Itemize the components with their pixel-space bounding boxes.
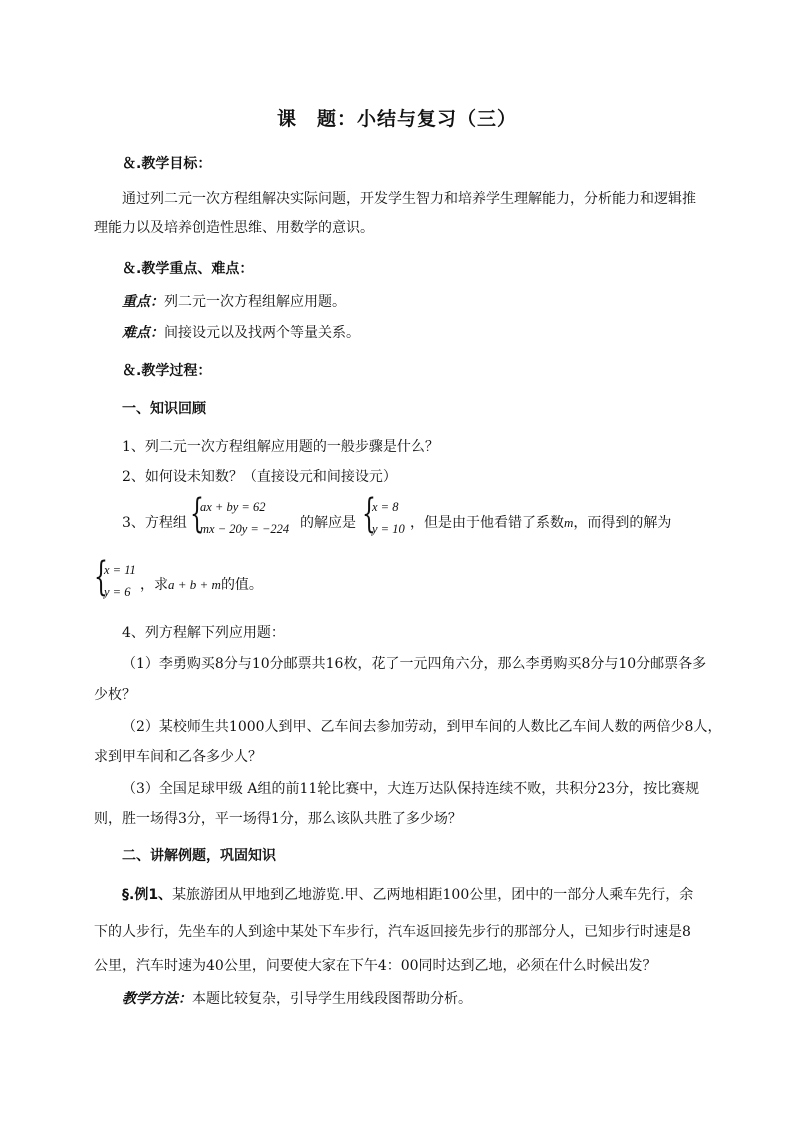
example-1-line3: 公里，汽车时速为40公里，问要使大家在下午4：00同时达到乙地，必须在什么时候出发？ <box>94 958 657 974</box>
question-3-mid: 的解应是 <box>300 515 356 531</box>
page-title: 课 题：小结与复习（三） <box>276 108 517 130</box>
example-1-line1 <box>122 884 693 904</box>
method-label: 教学方法： <box>122 991 192 1007</box>
question-4-1-line1: （1）李勇购买8分与10分邮票共16枚，花了一元四角六分，那么李勇购买8分与10分邮票各多 <box>122 656 707 672</box>
question-1: 1、列二元一次方程组解应用题的一般步骤是什么？ <box>122 439 439 455</box>
solution-x: x = 8 <box>372 500 399 514</box>
equation-1: ax + by = 62 <box>200 500 266 514</box>
difficulty-line <box>122 322 360 342</box>
key-point-line <box>122 291 346 311</box>
section-teaching-process: ＆.教学过程： <box>122 363 212 379</box>
wrong-solution-x: x = 11 <box>104 563 136 577</box>
method-text: 本题比较复杂，引导学生用线段图帮助分析。 <box>192 991 472 1007</box>
question-3-after <box>410 512 671 532</box>
teaching-method-line <box>122 988 472 1008</box>
question-4-3-line2: 则，胜一场得3分，平一场得1分，那么该队共胜了多少场？ <box>94 811 462 827</box>
question-4-3-line1: （3）全国足球甲级 A组的前11轮比赛中，大连万达队保持连续不败，共积分23分，按比赛规 <box>122 781 700 797</box>
question-4: 4、列方程解下列应用题： <box>122 625 285 641</box>
example-label: §.例1、 <box>122 887 173 903</box>
part2-heading: 二、讲解例题，巩固知识 <box>122 848 276 864</box>
key-label: 重点： <box>122 294 164 310</box>
section-key-points: ＆.教学重点、难点： <box>122 261 254 277</box>
difficulty-label: 难点： <box>122 325 164 341</box>
coefficient-m: m <box>564 515 574 530</box>
question-3-after-text: ，但是由于他看错了系数 <box>410 515 564 531</box>
question-4-2-line2: 求到甲车间和乙各多少人？ <box>94 749 262 765</box>
example-text-line1: 某旅游团从甲地到乙地游览.甲、乙两地相距100公里，团中的一部分人乘车先行，余 <box>172 887 694 903</box>
question-3-tail: ，而得到的解为 <box>573 515 672 531</box>
equation-system-1: { ax + by = 62 mx − 20y = −224 <box>190 491 290 537</box>
equation-2: mx − 20y = −224 <box>200 522 290 536</box>
question-3-ask <box>140 574 263 594</box>
difficulty-text: 间接设元以及找两个等量关系。 <box>164 325 360 341</box>
question-4-1-line2: 少枚？ <box>94 687 136 703</box>
question-4-2-line1: （2）某校师生共1000人到甲、乙车间去参加劳动，到甲车间的人数比乙车间人数的两倍少8人， <box>122 719 722 735</box>
correct-solution-system: { x = 8 y = 10 <box>362 491 405 537</box>
goal-text-line2: 理能力以及培养创造性思维、用数学的意识。 <box>94 220 374 236</box>
wrong-solution-system: { x = 11 y = 6 <box>94 554 136 600</box>
wrong-solution-y: y = 6 <box>104 585 131 599</box>
example-1-line2: 下的人步行，先坐车的人到途中某处下车步行，汽车返回接先步行的那部分人，已知步行时速是8 <box>94 924 691 940</box>
question-3-prefix: 3、方程组 <box>122 515 187 531</box>
section-teaching-goal: ＆.教学目标： <box>122 156 212 172</box>
solution-y: y = 10 <box>372 522 405 536</box>
part1-heading: 一、知识回顾 <box>122 401 206 417</box>
question-2: 2、如何设未知数？（直接设元和间接设元） <box>122 469 397 485</box>
question-3-ask-pre: ，求 <box>140 577 168 593</box>
goal-text-line1: 通过列二元一次方程组解决实际问题，开发学生智力和培养学生理解能力，分析能力和逻辑推 <box>122 191 696 207</box>
question-3-ask-expr: a + b + m <box>168 577 221 592</box>
question-3-ask-post: 的值。 <box>220 577 263 593</box>
key-text: 列二元一次方程组解应用题。 <box>164 294 346 310</box>
